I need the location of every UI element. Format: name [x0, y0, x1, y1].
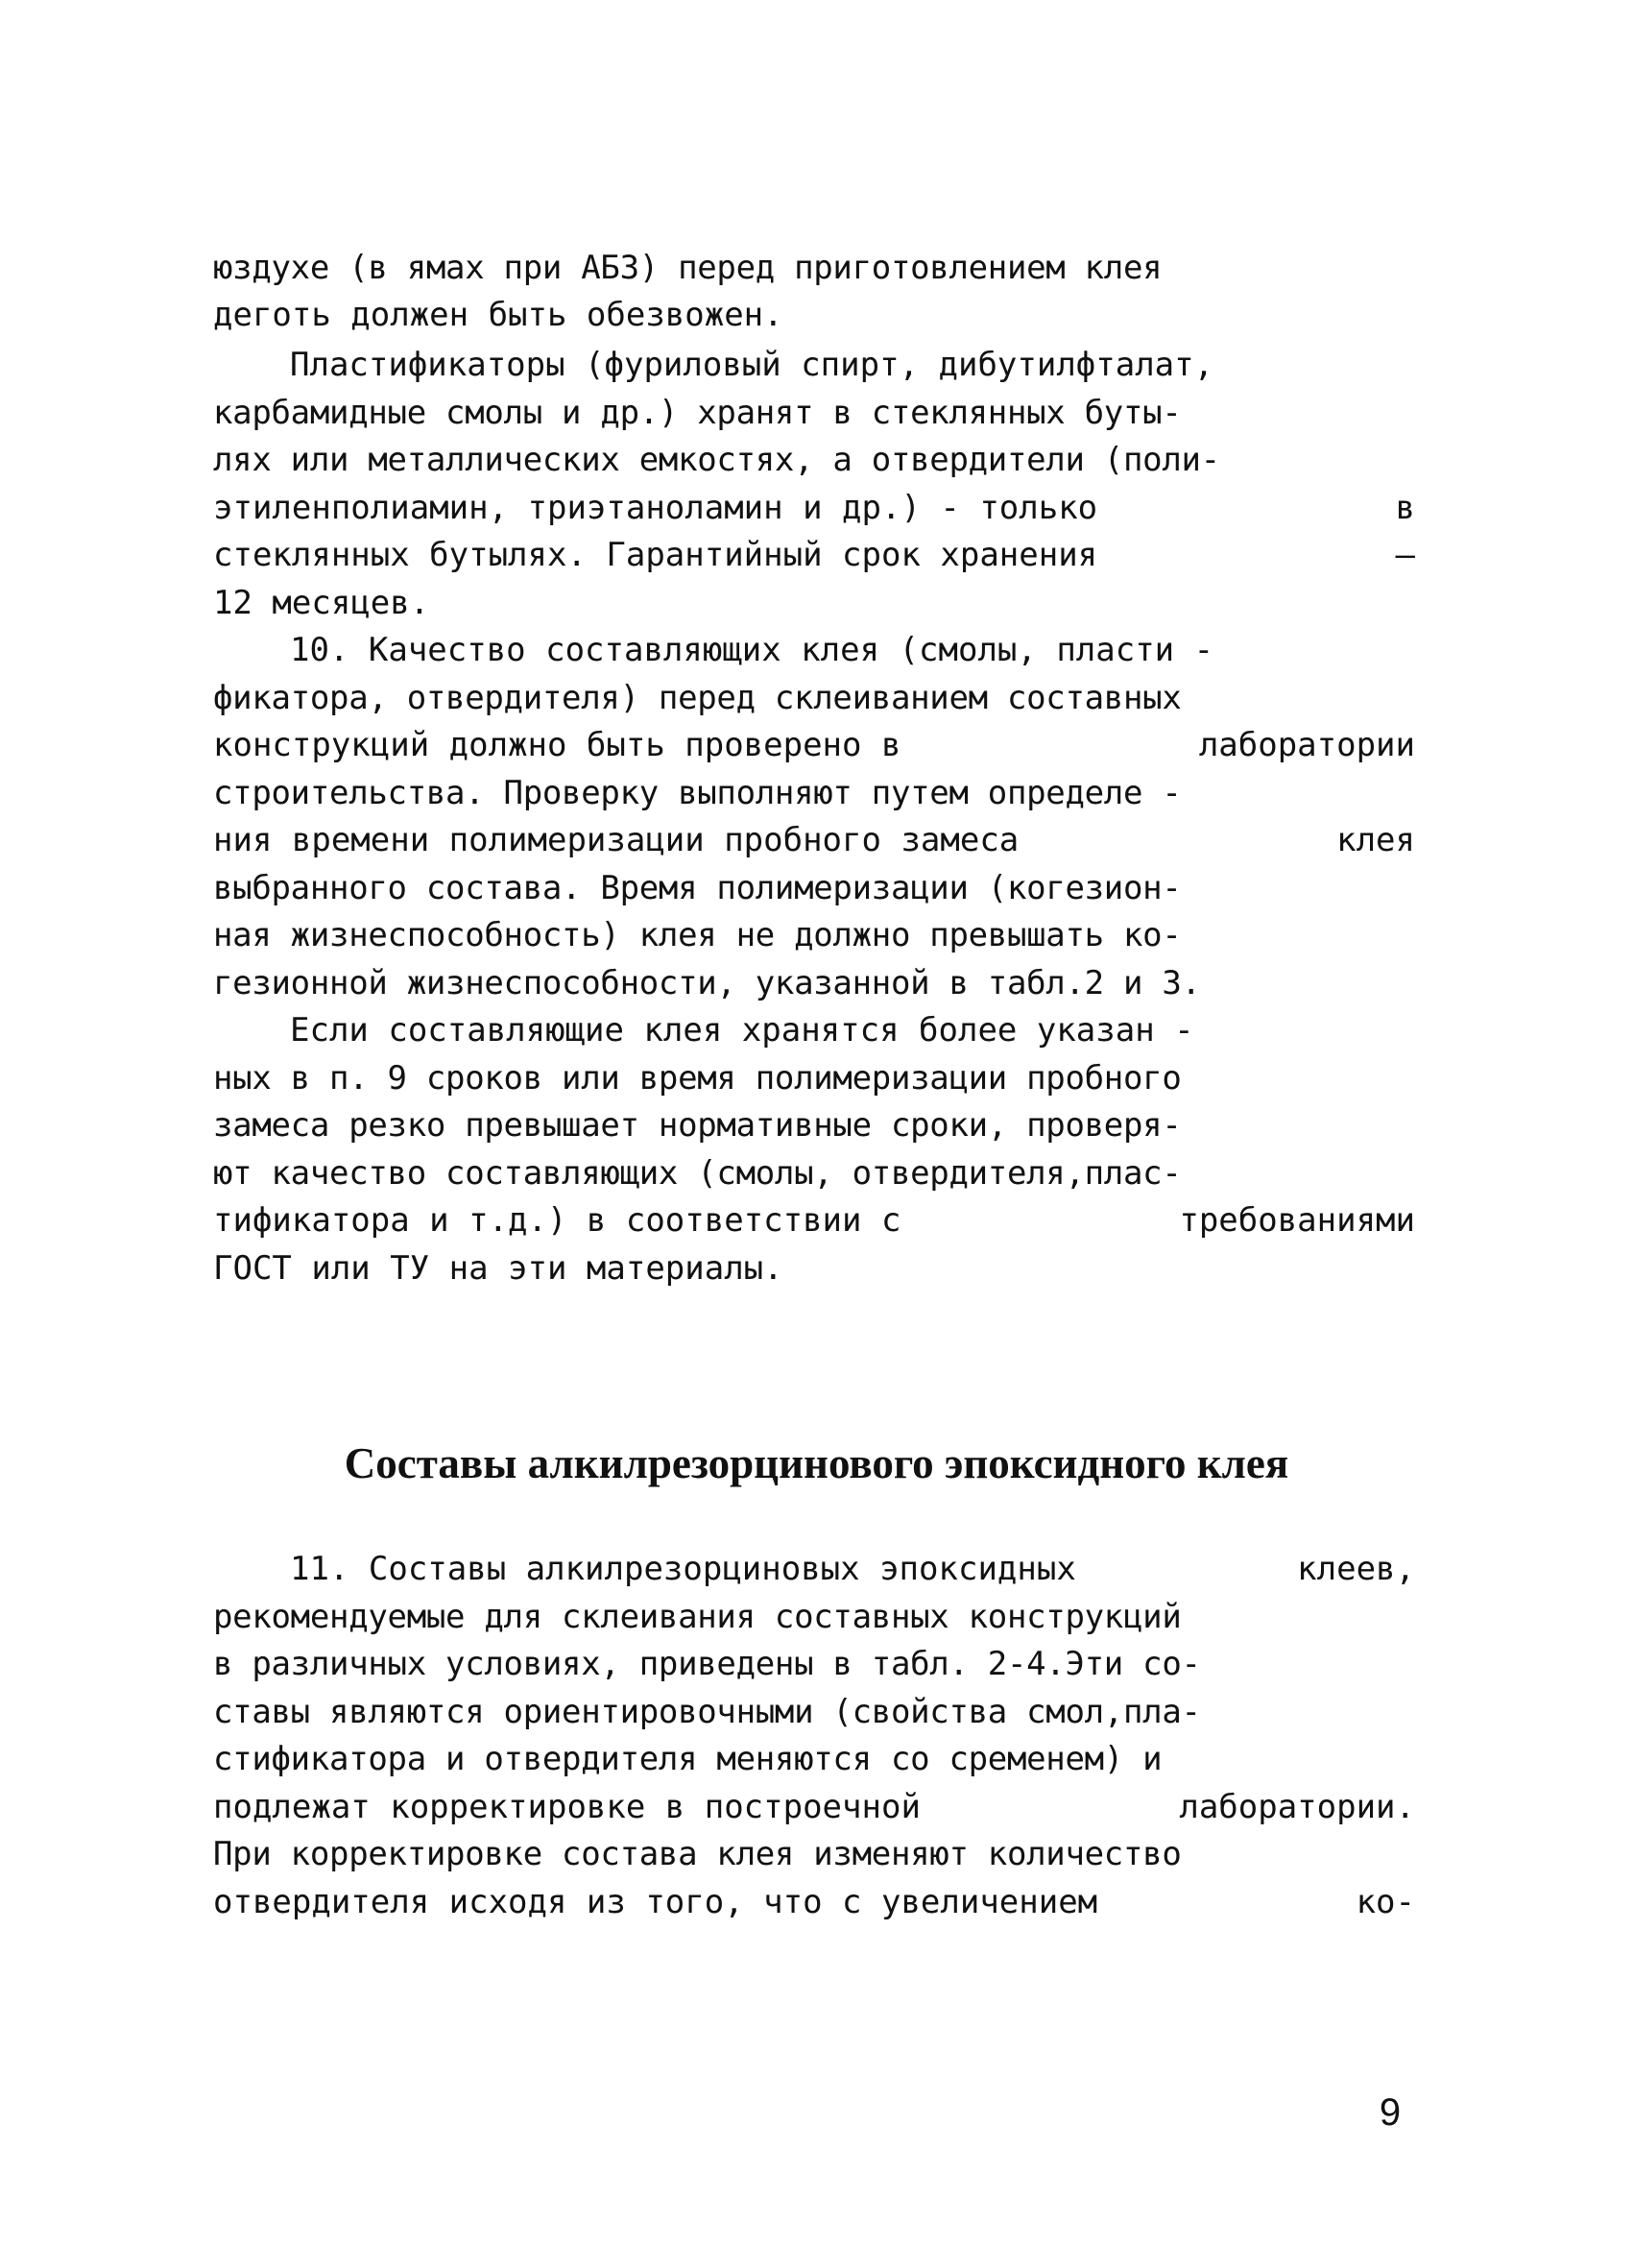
text-line: строительства. Проверку выполняют путем определе - [213, 773, 1182, 812]
text-line: Если составляющие клея хранятся более указан - [290, 1011, 1194, 1050]
text-segment: подлежат корректировке в построечной [213, 1787, 921, 1826]
text-line: карбамидные смолы и др.) хранят в стеклянных буты- [213, 393, 1182, 432]
text-line: ГОСТ или ТУ на эти материалы. [213, 1248, 783, 1288]
text-line: 12 месяцев. [213, 583, 430, 622]
text-line: ная жизнеспособность) клея не должно превышать ко- [213, 916, 1182, 954]
text-line: ют качество составляющих (смолы, отвердителя,плас- [213, 1153, 1182, 1193]
text-line [213, 1784, 1415, 1832]
text-line [213, 485, 1415, 533]
text-segment: лаборатории [1198, 726, 1415, 764]
text-segment: конструкций должно быть проверено в [213, 726, 901, 764]
text-segment: ния времени полимеризации пробного замеса [213, 821, 1020, 859]
text-line: При корректировке состава клея изменяют количество [213, 1835, 1182, 1873]
text-line: Пластификаторы (фуриловый спирт, дибутилфталат, [290, 346, 1214, 384]
text-line: юздухе (в ямах при АБЗ) перед приготовлением клея [213, 249, 1163, 287]
text-line: гезионной жизнеспособности, указанной в табл.2 и 3. [213, 963, 1201, 1002]
body-text [213, 296, 1415, 1292]
text-line: ставы являются ориентировочными (свойства смол,пла- [213, 1692, 1201, 1731]
paragraph-continuation [213, 245, 1415, 293]
text-line: выбранного состава. Время полимеризации (когезион- [213, 868, 1182, 907]
text-line: фикатора, отвердителя) перед склеиванием составных [213, 678, 1182, 717]
text-line: лях или металлических емкостях, а отвердители (поли- [213, 441, 1220, 479]
text-segment: 11. Составы алкилрезорциновых эпоксидных [290, 1550, 1076, 1588]
text-segment: лаборатории. [1179, 1787, 1415, 1826]
text-line: замеса резко превышает нормативные сроки, проверя- [213, 1106, 1182, 1145]
text-line: деготь должен быть обезвожен. [213, 296, 783, 334]
text-line [213, 532, 1415, 580]
paragraph-if-storage-exceeded [213, 1007, 1415, 1292]
text-line [213, 1546, 1415, 1594]
text-line: 10. Качество составляющих клея (смолы, пласти - [290, 631, 1214, 669]
text-segment: требованиями [1179, 1201, 1415, 1240]
text-segment: ко- [1356, 1882, 1415, 1921]
text-line [213, 817, 1415, 865]
text-line [213, 1879, 1415, 1927]
text-line: ных в п. 9 сроков или время полимеризации пробного [213, 1058, 1182, 1098]
text-segment: тификатора и т.д.) в соответствии с [213, 1201, 901, 1240]
text-segment: этиленполиамин, триэтаноламин и др.) - только [213, 488, 1098, 527]
text-line [213, 1197, 1415, 1245]
text-line: в различных условиях, приведены в табл. 2-4.Эти со- [213, 1645, 1201, 1683]
paragraph-11 [213, 1546, 1415, 1926]
text-line: рекомендуемые для склеивания составных конструкций [213, 1597, 1182, 1636]
text-line [213, 722, 1415, 770]
text-line: стификатора и отвердителя меняются со сременем) и [213, 1740, 1163, 1778]
text-segment: – [1395, 536, 1415, 574]
paragraph-plasticizers [213, 342, 1415, 627]
page-number: 9 [1379, 2091, 1402, 2134]
text-segment: клеев, [1297, 1550, 1415, 1588]
text-segment: стеклянных бутылях. Гарантийный срок хранения [213, 536, 1098, 574]
text-segment: в [1395, 488, 1415, 527]
section-heading: Составы алкилрезорцинового эпоксидного клея [344, 1439, 1289, 1487]
paragraph-10 [213, 627, 1415, 1007]
text-segment: отвердителя исходя из того, что с увеличением [213, 1882, 1098, 1921]
text-segment: клея [1336, 821, 1415, 859]
